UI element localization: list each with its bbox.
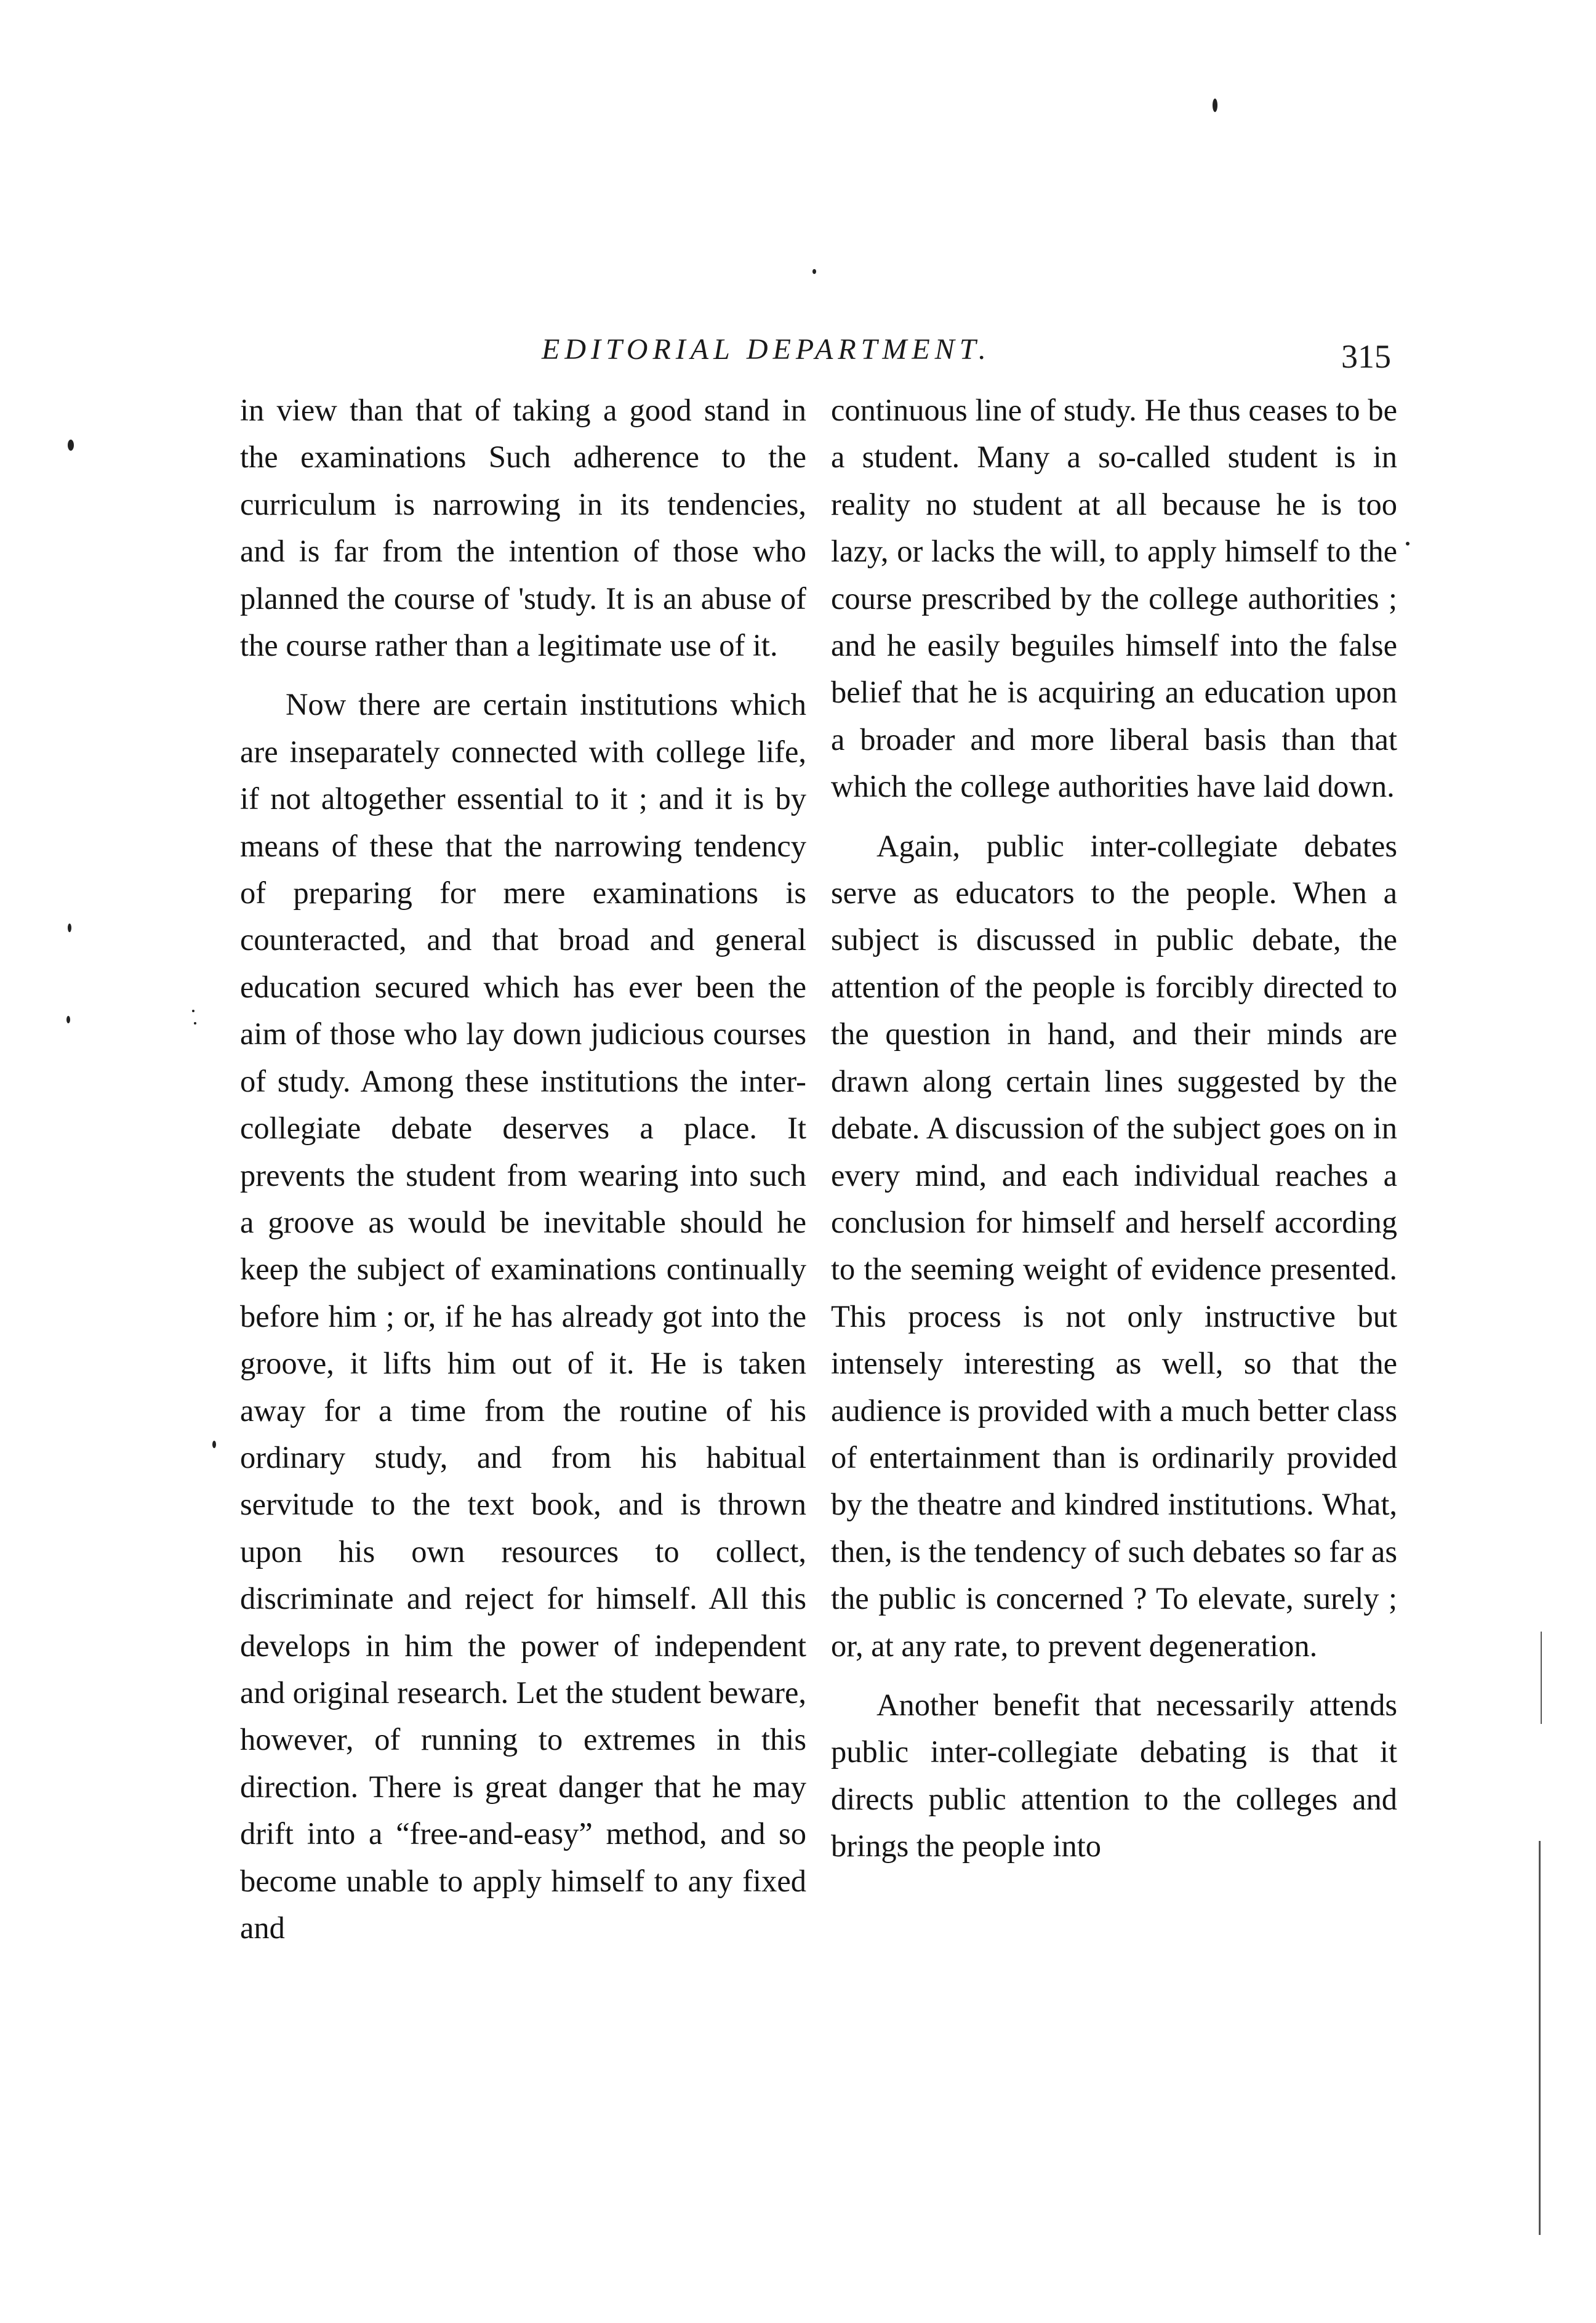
right-column <box>831 387 1397 1870</box>
running-head: EDITORIAL DEPARTMENT. <box>542 333 991 366</box>
paragraph: in view than that of taking a good stand in the examinations Such adherence to the curriculum is narrowing in its tendencies, and is far from the intention of those who planned the course of 'study. It is an abuse of the course rather than a legitimate use of it. <box>240 393 806 663</box>
scan-speck <box>212 1441 216 1448</box>
paragraph: Again, public inter-collegiate debates serve as educators to the people. When a subject is discussed in public debate, the attention of the people is forcibly directed to the question in hand, and their minds are drawn along certain lines suggested by the debate. A discussion of the subject goes on in every mind, and each individual reaches a conclusion for himself and herself according to the seeming weight of evidence presented. This process is not only instructive but intensely interesting as well, so that the audience is provided with a much better class of entertainment than is ordinarily provided by the theatre and kindred institutions. What, then, is the tendency of such debates so far as the public is concerned ? To elevate, surely ; or, at any rate, to prevent degeneration. <box>831 828 1397 1663</box>
page-number: 315 <box>1341 338 1391 375</box>
scan-speck <box>192 1010 194 1012</box>
scan-speck <box>66 1016 70 1023</box>
paragraph: Now there are certain institutions which are inseparately connected with college life, if not altogether essential to it ; and it is by means of these that the narrowing tendency of preparing for mere examinations is counteracted, and that broad and general education secured which has ever been the aim of those who lay down judicious courses of study. Among these institutions the inter-collegiate debate deserves a place. It prevents the student from wearing into such a groove as would be inevitable should he keep the subject of examinations continually before him ; or, if he has already got into the groove, it lifts him out of it. He is taken away for a time from the routine of his ordinary study, and from his habitual servitude to the text book, and is thrown upon his own resources to collect, discriminate and reject for himself. All this develops in him the power of independent and original research. Let the student beware, however, of running to extremes in this direction. There is great danger that he may drift into a “free-and-easy” method, and so become unable to apply himself to any fixed and <box>240 687 806 1945</box>
scan-speck <box>194 1022 196 1025</box>
scan-speck <box>68 924 71 932</box>
scan-speck <box>1406 542 1410 546</box>
scan-speck <box>812 269 816 274</box>
page-header <box>240 332 1391 388</box>
scan-edge-line <box>1539 1841 1541 2235</box>
paragraph: continuous line of study. He thus ceases to be a student. Many a so-called student is in reality no student at all because he is too lazy, or lacks the will, to apply himself to the course prescribed by the college authorities ; and he easily beguiles himself into the false belief that he is acquiring an education upon a broader and more liberal basis than that which the college authorities have laid down. <box>831 393 1397 804</box>
scan-speck <box>68 440 74 451</box>
scan-speck <box>1213 99 1217 112</box>
paragraph: Another benefit that necessarily attends public inter-collegiate debating is that it directs public attention to the colleges and brings the people into <box>831 1687 1397 1864</box>
scan-edge-line <box>1541 1632 1542 1724</box>
left-column <box>240 387 806 1951</box>
